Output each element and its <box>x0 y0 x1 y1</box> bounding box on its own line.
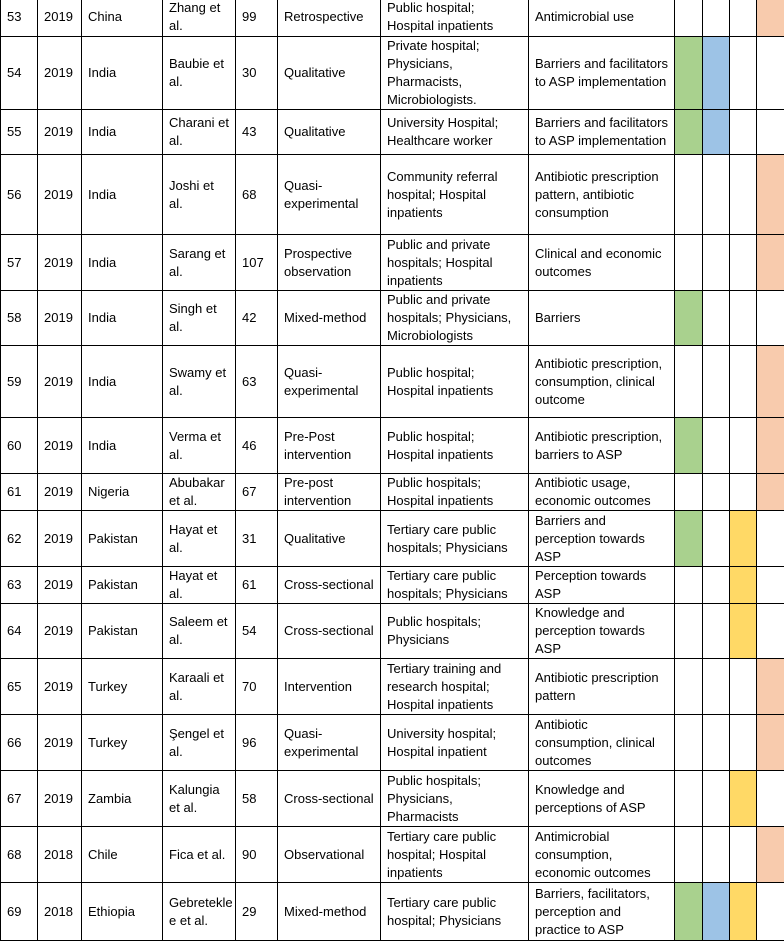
sample-size-cell: 61 <box>236 567 278 604</box>
table-body <box>1 0 784 941</box>
orange-category-cell <box>757 883 784 941</box>
yellow-category-cell <box>730 418 757 474</box>
country-cell: India <box>82 291 163 346</box>
author-cell: Abubakar et al. <box>163 474 236 511</box>
green-category-cell <box>675 474 703 511</box>
author-cell: Şengel et al. <box>163 715 236 771</box>
country-cell: Turkey <box>82 659 163 715</box>
country-cell: India <box>82 155 163 235</box>
sample-size-cell: 31 <box>236 511 278 567</box>
outcome-cell: Antibiotic prescription pattern, antibiotic consumption <box>529 155 675 235</box>
study-design-cell: Pre-Post intervention <box>278 418 381 474</box>
blue-category-cell <box>703 291 730 346</box>
sample-size-cell: 43 <box>236 110 278 155</box>
author-cell: Karaali et al. <box>163 659 236 715</box>
publication-year-cell: 2019 <box>38 235 82 291</box>
study-design-cell: Mixed-method <box>278 291 381 346</box>
table-row <box>1 659 784 715</box>
table-row <box>1 511 784 567</box>
setting-cell: Public hospitals; Hospital inpatients <box>381 474 529 511</box>
study-number-cell: 68 <box>1 827 38 883</box>
blue-category-cell <box>703 827 730 883</box>
sample-size-cell: 29 <box>236 883 278 941</box>
yellow-category-cell <box>730 235 757 291</box>
study-design-cell: Quasi-experimental <box>278 346 381 418</box>
setting-cell: Tertiary care public hospitals; Physicians <box>381 511 529 567</box>
study-design-cell: Intervention <box>278 659 381 715</box>
table-row <box>1 474 784 511</box>
outcome-cell: Perception towards ASP <box>529 567 675 604</box>
setting-cell: Public hospital; Hospital inpatients <box>381 346 529 418</box>
yellow-category-cell <box>730 567 757 604</box>
table-row <box>1 0 784 37</box>
study-design-cell: Quasi-experimental <box>278 155 381 235</box>
publication-year-cell: 2019 <box>38 37 82 110</box>
green-category-cell <box>675 346 703 418</box>
green-category-cell <box>675 235 703 291</box>
outcome-cell: Barriers and perception towards ASP <box>529 511 675 567</box>
setting-cell: Tertiary care public hospital; Physicians <box>381 883 529 941</box>
study-design-cell: Qualitative <box>278 37 381 110</box>
publication-year-cell: 2019 <box>38 659 82 715</box>
country-cell: India <box>82 235 163 291</box>
orange-category-cell <box>757 37 784 110</box>
study-number-cell: 57 <box>1 235 38 291</box>
study-number-cell: 65 <box>1 659 38 715</box>
table-row <box>1 235 784 291</box>
sample-size-cell: 30 <box>236 37 278 110</box>
orange-category-cell <box>757 474 784 511</box>
blue-category-cell <box>703 771 730 827</box>
table-row <box>1 567 784 604</box>
author-cell: Charani et al. <box>163 110 236 155</box>
study-design-cell: Retrospective <box>278 0 381 37</box>
blue-category-cell <box>703 604 730 659</box>
sample-size-cell: 46 <box>236 418 278 474</box>
author-cell: Saleem et al. <box>163 604 236 659</box>
table-row <box>1 37 784 110</box>
table-row <box>1 771 784 827</box>
study-number-cell: 63 <box>1 567 38 604</box>
study-design-cell: Mixed-method <box>278 883 381 941</box>
study-number-cell: 61 <box>1 474 38 511</box>
sample-size-cell: 90 <box>236 827 278 883</box>
sample-size-cell: 67 <box>236 474 278 511</box>
publication-year-cell: 2019 <box>38 771 82 827</box>
country-cell: Pakistan <box>82 567 163 604</box>
blue-category-cell <box>703 659 730 715</box>
table-row <box>1 291 784 346</box>
blue-category-cell <box>703 715 730 771</box>
yellow-category-cell <box>730 715 757 771</box>
blue-category-cell <box>703 883 730 941</box>
publication-year-cell: 2019 <box>38 715 82 771</box>
orange-category-cell <box>757 827 784 883</box>
study-number-cell: 67 <box>1 771 38 827</box>
publication-year-cell: 2018 <box>38 883 82 941</box>
outcome-cell: Barriers and facilitators to ASP implementation <box>529 37 675 110</box>
setting-cell: University Hospital; Healthcare worker <box>381 110 529 155</box>
setting-cell: Public hospitals; Physicians, Pharmacists <box>381 771 529 827</box>
yellow-category-cell <box>730 604 757 659</box>
sample-size-cell: 54 <box>236 604 278 659</box>
blue-category-cell <box>703 235 730 291</box>
study-number-cell: 54 <box>1 37 38 110</box>
yellow-category-cell <box>730 0 757 37</box>
study-number-cell: 58 <box>1 291 38 346</box>
orange-category-cell <box>757 418 784 474</box>
study-number-cell: 62 <box>1 511 38 567</box>
study-number-cell: 69 <box>1 883 38 941</box>
setting-cell: Community referral hospital; Hospital inpatients <box>381 155 529 235</box>
blue-category-cell <box>703 346 730 418</box>
author-cell: Baubie et al. <box>163 37 236 110</box>
country-cell: India <box>82 346 163 418</box>
orange-category-cell <box>757 511 784 567</box>
setting-cell: Private hospital; Physicians, Pharmacists, Microbiologists. <box>381 37 529 110</box>
author-cell: Hayat et al. <box>163 567 236 604</box>
yellow-category-cell <box>730 291 757 346</box>
yellow-category-cell <box>730 771 757 827</box>
country-cell: Ethiopia <box>82 883 163 941</box>
green-category-cell <box>675 604 703 659</box>
blue-category-cell <box>703 474 730 511</box>
author-cell: Hayat et al. <box>163 511 236 567</box>
sample-size-cell: 68 <box>236 155 278 235</box>
country-cell: Chile <box>82 827 163 883</box>
yellow-category-cell <box>730 883 757 941</box>
table-row <box>1 883 784 941</box>
sample-size-cell: 99 <box>236 0 278 37</box>
country-cell: China <box>82 0 163 37</box>
yellow-category-cell <box>730 155 757 235</box>
setting-cell: Public and private hospitals; Physicians, Microbiologists <box>381 291 529 346</box>
outcome-cell: Antimicrobial consumption, economic outcomes <box>529 827 675 883</box>
setting-cell: Public hospital; Hospital inpatients <box>381 0 529 37</box>
publication-year-cell: 2019 <box>38 346 82 418</box>
yellow-category-cell <box>730 346 757 418</box>
outcome-cell: Antibiotic consumption, clinical outcomes <box>529 715 675 771</box>
orange-category-cell <box>757 771 784 827</box>
setting-cell: Tertiary care public hospital; Hospital inpatients <box>381 827 529 883</box>
table-row <box>1 155 784 235</box>
study-design-cell: Cross-sectional <box>278 604 381 659</box>
publication-year-cell: 2019 <box>38 418 82 474</box>
sample-size-cell: 70 <box>236 659 278 715</box>
blue-category-cell <box>703 418 730 474</box>
yellow-category-cell <box>730 474 757 511</box>
author-cell: Gebretekle e et al. <box>163 883 236 941</box>
outcome-cell: Knowledge and perceptions of ASP <box>529 771 675 827</box>
green-category-cell <box>675 511 703 567</box>
outcome-cell: Clinical and economic outcomes <box>529 235 675 291</box>
country-cell: India <box>82 418 163 474</box>
outcome-cell: Knowledge and perception towards ASP <box>529 604 675 659</box>
outcome-cell: Barriers and facilitators to ASP implementation <box>529 110 675 155</box>
author-cell: Joshi et al. <box>163 155 236 235</box>
publication-year-cell: 2019 <box>38 474 82 511</box>
country-cell: India <box>82 110 163 155</box>
study-design-cell: Prospective observation <box>278 235 381 291</box>
green-category-cell <box>675 291 703 346</box>
table-row <box>1 715 784 771</box>
publication-year-cell: 2019 <box>38 511 82 567</box>
country-cell: Turkey <box>82 715 163 771</box>
blue-category-cell <box>703 37 730 110</box>
country-cell: India <box>82 37 163 110</box>
study-design-cell: Cross-sectional <box>278 771 381 827</box>
outcome-cell: Antibiotic prescription, barriers to ASP <box>529 418 675 474</box>
publication-year-cell: 2019 <box>38 155 82 235</box>
orange-category-cell <box>757 567 784 604</box>
orange-category-cell <box>757 0 784 37</box>
study-design-cell: Observational <box>278 827 381 883</box>
green-category-cell <box>675 418 703 474</box>
study-design-cell: Qualitative <box>278 110 381 155</box>
publication-year-cell: 2019 <box>38 291 82 346</box>
outcome-cell: Antibiotic usage, economic outcomes <box>529 474 675 511</box>
table-row <box>1 604 784 659</box>
study-number-cell: 53 <box>1 0 38 37</box>
sample-size-cell: 96 <box>236 715 278 771</box>
green-category-cell <box>675 0 703 37</box>
sample-size-cell: 58 <box>236 771 278 827</box>
country-cell: Zambia <box>82 771 163 827</box>
blue-category-cell <box>703 155 730 235</box>
orange-category-cell <box>757 110 784 155</box>
setting-cell: Tertiary training and research hospital; Hospital inpatients <box>381 659 529 715</box>
study-number-cell: 64 <box>1 604 38 659</box>
publication-year-cell: 2018 <box>38 827 82 883</box>
study-number-cell: 60 <box>1 418 38 474</box>
green-category-cell <box>675 567 703 604</box>
green-category-cell <box>675 110 703 155</box>
author-cell: Kalungia et al. <box>163 771 236 827</box>
author-cell: Zhang et al. <box>163 0 236 37</box>
yellow-category-cell <box>730 511 757 567</box>
study-number-cell: 66 <box>1 715 38 771</box>
green-category-cell <box>675 659 703 715</box>
blue-category-cell <box>703 567 730 604</box>
study-design-cell: Cross-sectional <box>278 567 381 604</box>
outcome-cell: Antimicrobial use <box>529 0 675 37</box>
green-category-cell <box>675 715 703 771</box>
yellow-category-cell <box>730 659 757 715</box>
orange-category-cell <box>757 235 784 291</box>
setting-cell: Tertiary care public hospitals; Physicians <box>381 567 529 604</box>
yellow-category-cell <box>730 110 757 155</box>
orange-category-cell <box>757 715 784 771</box>
publication-year-cell: 2019 <box>38 604 82 659</box>
country-cell: Nigeria <box>82 474 163 511</box>
orange-category-cell <box>757 291 784 346</box>
publication-year-cell: 2019 <box>38 567 82 604</box>
green-category-cell <box>675 155 703 235</box>
outcome-cell: Antibiotic prescription pattern <box>529 659 675 715</box>
sample-size-cell: 107 <box>236 235 278 291</box>
green-category-cell <box>675 37 703 110</box>
table-row <box>1 110 784 155</box>
sample-size-cell: 63 <box>236 346 278 418</box>
outcome-cell: Barriers, facilitators, perception and practice to ASP <box>529 883 675 941</box>
author-cell: Singh et al. <box>163 291 236 346</box>
study-design-cell: Qualitative <box>278 511 381 567</box>
study-number-cell: 59 <box>1 346 38 418</box>
setting-cell: Public and private hospitals; Hospital inpatients <box>381 235 529 291</box>
yellow-category-cell <box>730 827 757 883</box>
publication-year-cell: 2019 <box>38 110 82 155</box>
setting-cell: University hospital; Hospital inpatient <box>381 715 529 771</box>
blue-category-cell <box>703 0 730 37</box>
sample-size-cell: 42 <box>236 291 278 346</box>
setting-cell: Public hospital; Hospital inpatients <box>381 418 529 474</box>
table-row <box>1 346 784 418</box>
blue-category-cell <box>703 110 730 155</box>
yellow-category-cell <box>730 37 757 110</box>
orange-category-cell <box>757 155 784 235</box>
study-design-cell: Pre-post intervention <box>278 474 381 511</box>
table-row <box>1 418 784 474</box>
country-cell: Pakistan <box>82 511 163 567</box>
blue-category-cell <box>703 511 730 567</box>
study-design-cell: Quasi-experimental <box>278 715 381 771</box>
green-category-cell <box>675 771 703 827</box>
outcome-cell: Antibiotic prescription, consumption, clinical outcome <box>529 346 675 418</box>
green-category-cell <box>675 883 703 941</box>
author-cell: Sarang et al. <box>163 235 236 291</box>
author-cell: Verma et al. <box>163 418 236 474</box>
orange-category-cell <box>757 346 784 418</box>
study-number-cell: 56 <box>1 155 38 235</box>
author-cell: Swamy et al. <box>163 346 236 418</box>
orange-category-cell <box>757 659 784 715</box>
outcome-cell: Barriers <box>529 291 675 346</box>
author-cell: Fica et al. <box>163 827 236 883</box>
green-category-cell <box>675 827 703 883</box>
setting-cell: Public hospitals; Physicians <box>381 604 529 659</box>
study-number-cell: 55 <box>1 110 38 155</box>
table-row <box>1 827 784 883</box>
publication-year-cell: 2019 <box>38 0 82 37</box>
country-cell: Pakistan <box>82 604 163 659</box>
orange-category-cell <box>757 604 784 659</box>
